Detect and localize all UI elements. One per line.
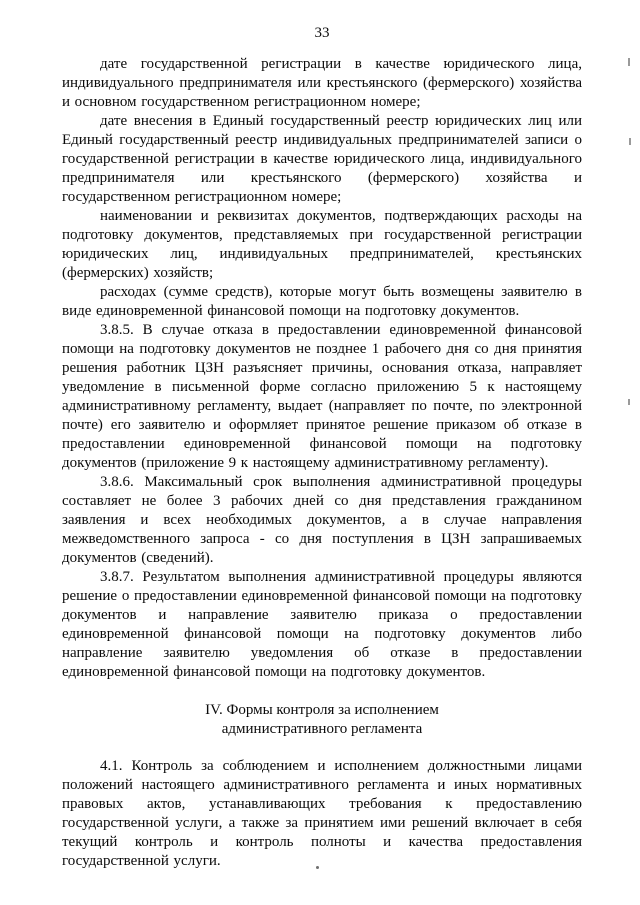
- paragraph-4-1: 4.1. Контроль за соблюдением и исполнением должностными лицами положений настоящего административного регламента и иных нормативных правовых актов, устанавливающих требования к предоставлению государственной услуги, а также за принятием ими решений включает в себя текущий контроль и контроль полноты и качества предоставления государственной услуги.: [62, 758, 582, 869]
- paragraph-3-8-6: 3.8.6. Максимальный срок выполнения административной процедуры составляет не более 3 рабочих дней со дня представления гражданином заявления и всех необходимых документов, а в случае направления межведомственного запроса - со дня поступления в ЦЗН запрашиваемых документов (сведений).: [62, 474, 582, 566]
- scan-artifact: [628, 399, 630, 405]
- section-heading: [62, 701, 582, 739]
- section-heading-line-1: IV. Формы контроля за исполнением: [205, 702, 439, 718]
- paragraph-3-8-5: 3.8.5. В случае отказа в предоставлении единовременной финансовой помощи на подготовку документов не позднее 1 рабочего дня со дня принятия решения работник ЦЗН разъясняет причины, основания отказа, направляет уведомление в письменной форме согласно приложению 5 к настоящему административному регламенту, выдает (направляет по почте, по электронной почте) его заявителю и оформляет принятое решение приказом об отказе в предоставлении единовременной финансовой помощи на подготовку документов (приложение 9 к настоящему административному регламенту).: [62, 322, 582, 471]
- scan-artifact: [629, 138, 631, 145]
- section-heading-line-2: административного регламента: [221, 721, 423, 737]
- paragraph-3-8-7: 3.8.7. Результатом выполнения административной процедуры являются решение о предоставлении единовременной финансовой помощи на подготовку документов и направление заявителю приказа о предоставлении единовременной финансовой помощи на подготовку документов либо направление заявителю уведомления об отказе в предоставлении единовременной финансовой помощи на подготовку документов.: [62, 569, 582, 680]
- paragraph-registry-entry: дате внесения в Единый государственный реестр юридических лиц или Единый государственный реестр индивидуальных предпринимателей записи о государственной регистрации в качестве юридического лица, индивидуального предпринимателя или крестьянского (фермерского) хозяйства и государственном регистрационном номере;: [62, 113, 582, 205]
- paragraph-document-details: наименовании и реквизитах документов, подтверждающих расходы на подготовку документов, представляемых при государственной регистрации юридических лиц, индивидуальных предпринимателей, крестьянских (фермерских) хозяйств;: [62, 208, 582, 281]
- scan-artifact: [316, 866, 319, 869]
- page-number: 33: [314, 25, 330, 41]
- scan-artifact: [628, 58, 630, 66]
- paragraph-date-registration: дате государственной регистрации в качестве юридического лица, индивидуального предпринимателя или крестьянского (фермерского) хозяйства и основном государственном регистрационном номере;: [62, 56, 582, 110]
- paragraph-expenses: расходах (сумме средств), которые могут быть возмещены заявителю в виде единовременной финансовой помощи на подготовку документов.: [62, 284, 582, 319]
